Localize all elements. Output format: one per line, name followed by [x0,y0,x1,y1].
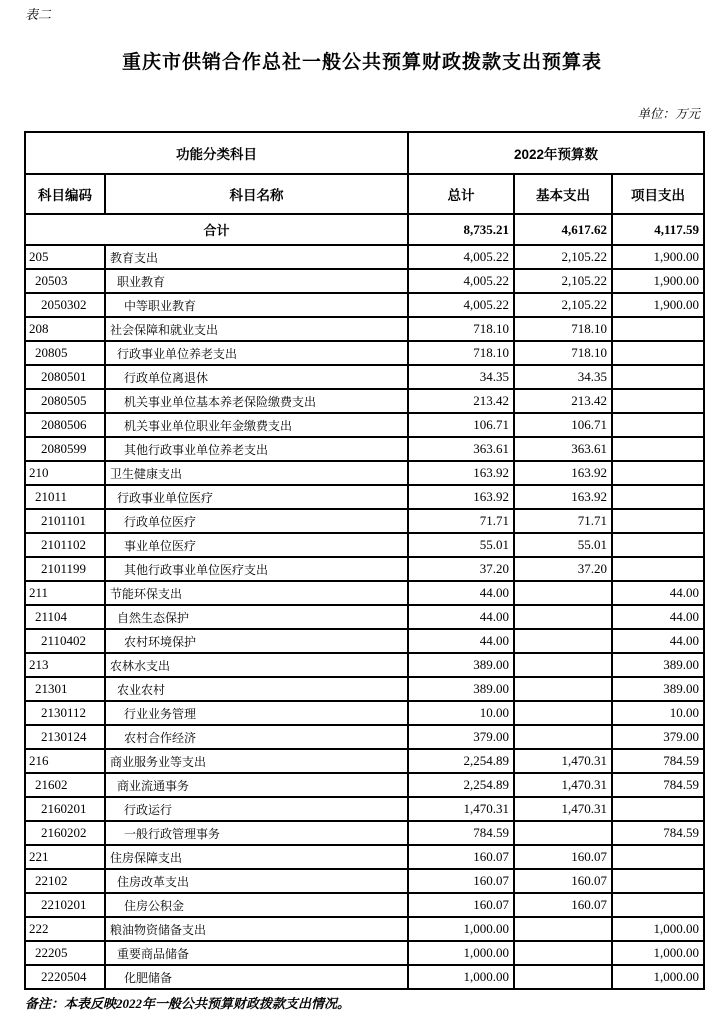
page-title: 重庆市供销合作总社一般公共预算财政拨款支出预算表 [121,52,602,73]
basic-value-cell: 718.10 [514,317,612,341]
basic-value-cell: 1,470.31 [514,797,612,821]
total-value-cell: 363.61 [408,437,514,461]
total-value-cell: 784.59 [408,821,514,845]
total-value-cell: 55.01 [408,533,514,557]
project-value-cell [612,317,704,341]
subject-name-cell: 其他行政事业单位医疗支出 [105,557,408,581]
header-basic-expenditure: 基本支出 [514,174,612,214]
total-value-cell: 160.07 [408,869,514,893]
project-value-cell [612,389,704,413]
subject-code-cell: 213 [25,653,105,677]
project-value-cell [612,509,704,533]
table-row [25,437,704,461]
subject-name-cell: 农村合作经济 [105,725,408,749]
project-value-cell [612,893,704,917]
table-row [25,557,704,581]
project-value-cell [612,845,704,869]
unit-label: 单位：万元 [637,107,700,121]
table-row [25,773,704,797]
total-value-cell: 718.10 [408,341,514,365]
project-value-cell [612,365,704,389]
header-total: 总计 [408,174,514,214]
table-row [25,413,704,437]
subject-code-cell: 20805 [25,341,105,365]
basic-value-cell [514,629,612,653]
total-value-cell: 1,470.31 [408,797,514,821]
project-value-cell: 784.59 [612,773,704,797]
project-value-cell: 784.59 [612,749,704,773]
subject-code-cell: 2080599 [25,437,105,461]
total-value-cell: 163.92 [408,485,514,509]
total-row-project: 4,117.59 [612,214,704,245]
subject-name-cell: 住房改革支出 [105,869,408,893]
project-value-cell: 784.59 [612,821,704,845]
header-budget-group: 2022年预算数 [408,132,704,174]
project-value-cell: 1,000.00 [612,941,704,965]
total-value-cell: 718.10 [408,317,514,341]
subject-code-cell: 205 [25,245,105,269]
basic-value-cell: 2,105.22 [514,245,612,269]
total-value-cell: 1,000.00 [408,941,514,965]
subject-name-cell: 商业服务业等支出 [105,749,408,773]
subject-name-cell: 事业单位医疗 [105,533,408,557]
subject-code-cell: 21301 [25,677,105,701]
total-value-cell: 4,005.22 [408,293,514,317]
basic-value-cell [514,581,612,605]
total-value-cell: 44.00 [408,605,514,629]
total-value-cell: 34.35 [408,365,514,389]
subject-name-cell: 教育支出 [105,245,408,269]
subject-name-cell: 社会保障和就业支出 [105,317,408,341]
header-columns-row [25,174,704,214]
total-row-basic: 4,617.62 [514,214,612,245]
project-value-cell: 389.00 [612,677,704,701]
basic-value-cell: 163.92 [514,485,612,509]
subject-code-cell: 22205 [25,941,105,965]
subject-name-cell: 重要商品储备 [105,941,408,965]
subject-name-cell: 行业业务管理 [105,701,408,725]
project-value-cell [612,485,704,509]
basic-value-cell: 363.61 [514,437,612,461]
subject-code-cell: 2160202 [25,821,105,845]
table-row [25,845,704,869]
header-subject-code: 科目编码 [25,174,105,214]
subject-name-cell: 农业农村 [105,677,408,701]
total-value-cell: 44.00 [408,581,514,605]
table-row [25,533,704,557]
subject-name-cell: 其他行政事业单位养老支出 [105,437,408,461]
basic-value-cell: 2,105.22 [514,269,612,293]
subject-code-cell: 21602 [25,773,105,797]
subject-code-cell: 208 [25,317,105,341]
budget-table [24,131,705,990]
subject-name-cell: 商业流通事务 [105,773,408,797]
subject-code-cell: 22102 [25,869,105,893]
table-row [25,893,704,917]
subject-code-cell: 216 [25,749,105,773]
project-value-cell [612,341,704,365]
basic-value-cell [514,821,612,845]
table-row [25,629,704,653]
basic-value-cell [514,941,612,965]
project-value-cell [612,413,704,437]
subject-code-cell: 210 [25,461,105,485]
subject-code-cell: 21104 [25,605,105,629]
table-row [25,389,704,413]
total-value-cell: 389.00 [408,653,514,677]
total-value-cell: 2,254.89 [408,749,514,773]
table-header [25,132,704,214]
total-row-label: 合计 [25,214,408,245]
total-value-cell: 4,005.22 [408,269,514,293]
project-value-cell [612,533,704,557]
basic-value-cell: 37.20 [514,557,612,581]
total-value-cell: 2,254.89 [408,773,514,797]
basic-value-cell: 163.92 [514,461,612,485]
project-value-cell: 389.00 [612,653,704,677]
subject-code-cell: 2101199 [25,557,105,581]
subject-name-cell: 行政运行 [105,797,408,821]
total-value-cell: 389.00 [408,677,514,701]
subject-name-cell: 机关事业单位职业年金缴费支出 [105,413,408,437]
project-value-cell: 1,000.00 [612,917,704,941]
basic-value-cell: 34.35 [514,365,612,389]
table-row [25,725,704,749]
total-value-cell: 71.71 [408,509,514,533]
table-row [25,797,704,821]
footnote: 备注：本表反映2022年一般公共预算财政拨款支出情况。 [25,996,351,1011]
corner-label: 表二 [25,7,52,22]
total-value-cell: 213.42 [408,389,514,413]
project-value-cell [612,557,704,581]
project-value-cell: 44.00 [612,605,704,629]
table-row [25,605,704,629]
table-row [25,341,704,365]
table-row [25,269,704,293]
basic-value-cell [514,965,612,989]
subject-name-cell: 行政事业单位医疗 [105,485,408,509]
project-value-cell: 1,900.00 [612,245,704,269]
table-row [25,821,704,845]
subject-name-cell: 住房保障支出 [105,845,408,869]
table-row [25,509,704,533]
table-row [25,965,704,989]
basic-value-cell: 160.07 [514,869,612,893]
total-value-cell: 106.71 [408,413,514,437]
subject-code-cell: 222 [25,917,105,941]
header-subject-name: 科目名称 [105,174,408,214]
subject-code-cell: 2210201 [25,893,105,917]
project-value-cell [612,461,704,485]
basic-value-cell [514,677,612,701]
table-row [25,581,704,605]
subject-code-cell: 2080501 [25,365,105,389]
total-value-cell: 44.00 [408,629,514,653]
basic-value-cell: 1,470.31 [514,773,612,797]
subject-name-cell: 农村环境保护 [105,629,408,653]
total-value-cell: 379.00 [408,725,514,749]
subject-name-cell: 职业教育 [105,269,408,293]
basic-value-cell [514,917,612,941]
project-value-cell [612,797,704,821]
basic-value-cell: 160.07 [514,845,612,869]
total-row-total: 8,735.21 [408,214,514,245]
subject-code-cell: 2220504 [25,965,105,989]
total-value-cell: 4,005.22 [408,245,514,269]
subject-code-cell: 2080505 [25,389,105,413]
subject-name-cell: 住房公积金 [105,893,408,917]
basic-value-cell: 71.71 [514,509,612,533]
project-value-cell: 1,900.00 [612,269,704,293]
project-value-cell: 10.00 [612,701,704,725]
total-value-cell: 1,000.00 [408,917,514,941]
table-row [25,917,704,941]
basic-value-cell [514,653,612,677]
table-row [25,869,704,893]
basic-value-cell: 1,470.31 [514,749,612,773]
project-value-cell [612,437,704,461]
subject-code-cell: 2101101 [25,509,105,533]
project-value-cell [612,869,704,893]
basic-value-cell: 2,105.22 [514,293,612,317]
subject-code-cell: 2050302 [25,293,105,317]
table-row [25,293,704,317]
project-value-cell: 379.00 [612,725,704,749]
total-value-cell: 1,000.00 [408,965,514,989]
subject-name-cell: 卫生健康支出 [105,461,408,485]
table-row [25,245,704,269]
basic-value-cell: 718.10 [514,341,612,365]
subject-code-cell: 221 [25,845,105,869]
header-group-row [25,132,704,174]
project-value-cell: 44.00 [612,581,704,605]
total-value-cell: 163.92 [408,461,514,485]
subject-name-cell: 机关事业单位基本养老保险缴费支出 [105,389,408,413]
basic-value-cell: 160.07 [514,893,612,917]
table-row [25,701,704,725]
subject-code-cell: 2110402 [25,629,105,653]
total-value-cell: 37.20 [408,557,514,581]
basic-value-cell: 106.71 [514,413,612,437]
subject-code-cell: 2130112 [25,701,105,725]
project-value-cell: 1,900.00 [612,293,704,317]
table-row [25,677,704,701]
table-row [25,365,704,389]
table-row [25,749,704,773]
subject-name-cell: 化肥储备 [105,965,408,989]
subject-name-cell: 自然生态保护 [105,605,408,629]
table-row [25,653,704,677]
subject-code-cell: 2130124 [25,725,105,749]
table-body [25,214,704,989]
table-row [25,317,704,341]
basic-value-cell: 213.42 [514,389,612,413]
table-row [25,485,704,509]
subject-code-cell: 2080506 [25,413,105,437]
subject-code-cell: 2101102 [25,533,105,557]
subject-code-cell: 211 [25,581,105,605]
total-value-cell: 160.07 [408,845,514,869]
total-value-cell: 160.07 [408,893,514,917]
subject-name-cell: 行政事业单位养老支出 [105,341,408,365]
header-project-expenditure: 项目支出 [612,174,704,214]
subject-code-cell: 20503 [25,269,105,293]
header-function-group: 功能分类科目 [25,132,408,174]
subject-name-cell: 一般行政管理事务 [105,821,408,845]
basic-value-cell: 55.01 [514,533,612,557]
table-row [25,941,704,965]
subject-code-cell: 2160201 [25,797,105,821]
basic-value-cell [514,725,612,749]
subject-code-cell: 21011 [25,485,105,509]
project-value-cell: 44.00 [612,629,704,653]
subject-name-cell: 农林水支出 [105,653,408,677]
subject-name-cell: 节能环保支出 [105,581,408,605]
total-value-cell: 10.00 [408,701,514,725]
basic-value-cell [514,701,612,725]
basic-value-cell [514,605,612,629]
table-row [25,461,704,485]
subject-name-cell: 粮油物资储备支出 [105,917,408,941]
subject-name-cell: 行政单位医疗 [105,509,408,533]
project-value-cell: 1,000.00 [612,965,704,989]
subject-name-cell: 行政单位离退休 [105,365,408,389]
total-row [25,214,704,245]
subject-name-cell: 中等职业教育 [105,293,408,317]
